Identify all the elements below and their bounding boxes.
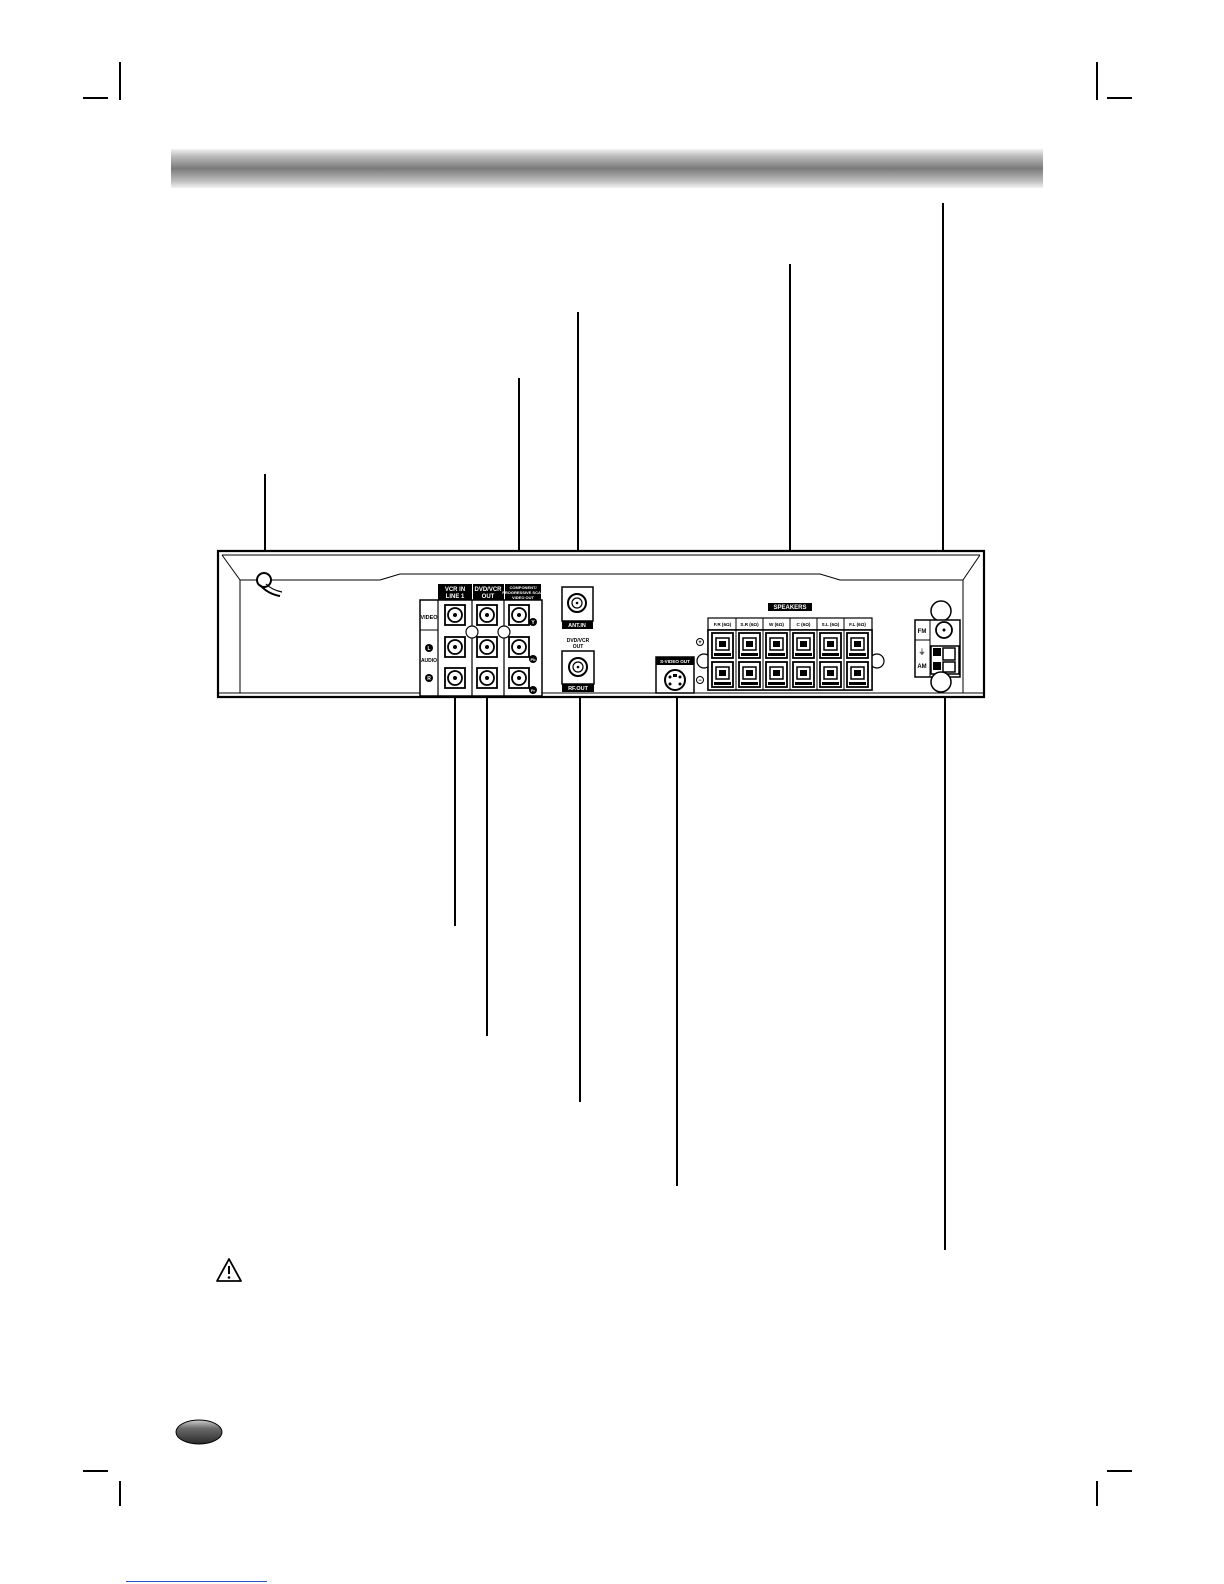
speaker-channel-label: F.L (6Ω) xyxy=(849,622,866,627)
label-pr: Pr xyxy=(530,688,536,693)
speaker-channel-label: S.L (6Ω) xyxy=(821,622,840,627)
label-ground: ⏚ xyxy=(918,649,926,656)
label-y: Y xyxy=(531,620,535,626)
speaker-channel-label: F.R (6Ω) xyxy=(713,622,732,627)
label-component: COMPONENT/ xyxy=(509,585,537,590)
label-dvd-vcr-out: DVD/VCR xyxy=(474,587,502,593)
speaker-terminal-minus[interactable] xyxy=(739,662,760,687)
label-rf-out-top-2: OUT xyxy=(572,644,584,650)
label-dvd-vcr-out-2: OUT xyxy=(481,594,495,600)
speaker-terminal-plus[interactable] xyxy=(793,633,814,658)
label-vcr-in: VCR IN xyxy=(444,587,466,593)
speaker-channel-label: W (6Ω) xyxy=(769,622,784,627)
label-am: AM xyxy=(917,664,927,670)
label-ant-in: ANT.IN xyxy=(568,623,586,629)
page-number-tab xyxy=(175,1419,223,1445)
label-plus: + xyxy=(698,640,702,646)
footer-underline xyxy=(126,1581,267,1582)
speaker-terminal-plus[interactable] xyxy=(712,633,733,658)
speaker-channel-label: C (6Ω) xyxy=(796,622,811,627)
label-component-2: PROGRESSIVE SCAN xyxy=(502,590,544,595)
label-rf-out: RF.OUT xyxy=(568,686,588,692)
label-svideo-out: S-VIDEO OUT xyxy=(660,659,690,664)
label-audio: AUDIO xyxy=(420,658,438,664)
speaker-terminal-minus[interactable] xyxy=(847,662,868,687)
label-minus: − xyxy=(698,678,702,684)
label-component-3: VIDEO OUT xyxy=(511,595,535,600)
warning-icon xyxy=(215,1257,243,1283)
label-line1: LINE 1 xyxy=(445,594,465,600)
label-l: L xyxy=(427,646,431,652)
speaker-terminal-minus[interactable] xyxy=(793,662,814,687)
rca-jacks xyxy=(445,605,529,688)
speaker-terminal-plus[interactable] xyxy=(820,633,841,658)
speaker-terminal-plus[interactable] xyxy=(766,633,787,658)
speaker-terminal-minus[interactable] xyxy=(766,662,787,687)
label-video: VIDEO xyxy=(420,615,438,621)
label-fm: FM xyxy=(917,629,927,635)
speaker-channel-label: S.R (6Ω) xyxy=(740,622,759,627)
speaker-terminal-plus[interactable] xyxy=(739,633,760,658)
label-pb: Pb xyxy=(530,657,536,662)
label-rf-out-top: DVD/VCR xyxy=(566,638,590,644)
speaker-terminal-plus[interactable] xyxy=(847,633,868,658)
speaker-terminal-minus[interactable] xyxy=(820,662,841,687)
label-r: R xyxy=(427,676,431,682)
label-speakers: SPEAKERS xyxy=(773,605,807,611)
speaker-terminal-minus[interactable] xyxy=(712,662,733,687)
